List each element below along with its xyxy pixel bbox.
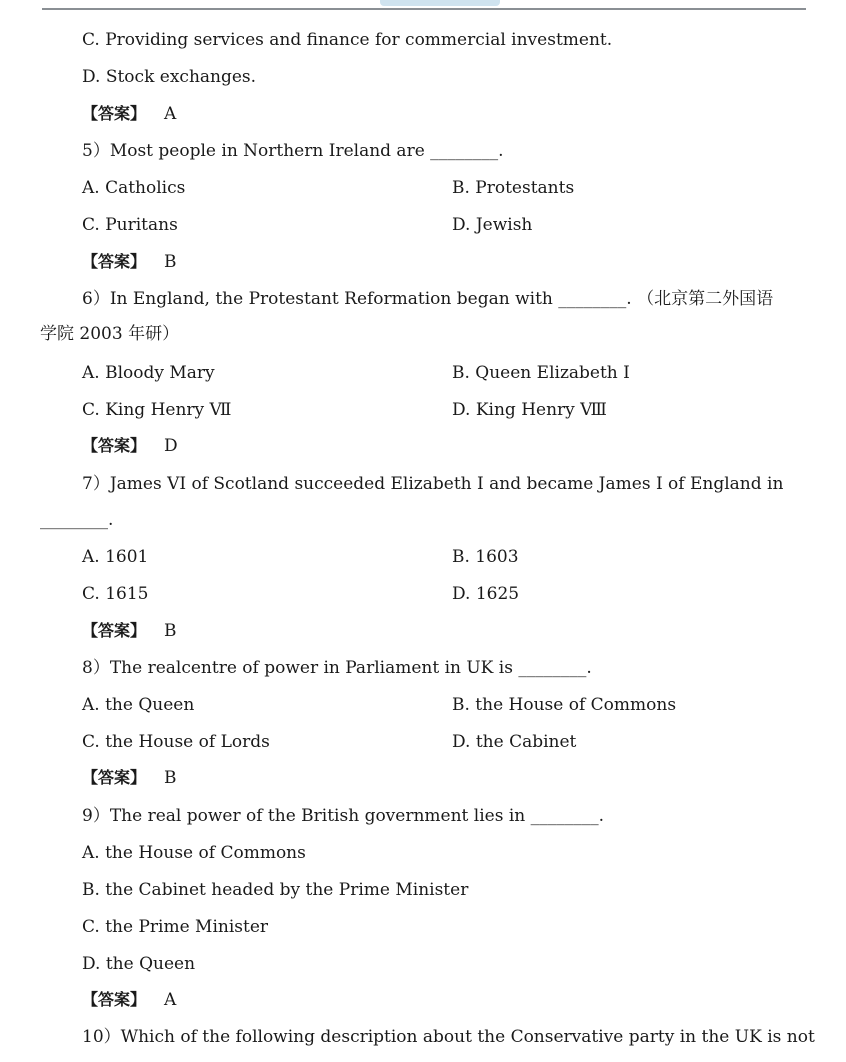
- question-8: 8）The realcentre of power in Parliament in UK is ________.: [82, 658, 592, 678]
- q5-option-d: D. Jewish: [452, 215, 533, 235]
- q6-option-b: B. Queen Elizabeth Ⅰ: [452, 363, 630, 383]
- answer-value: A: [164, 104, 177, 124]
- answer-value: B: [164, 621, 177, 641]
- q5-option-c: C. Puritans: [82, 215, 178, 235]
- answer-value: B: [164, 252, 177, 272]
- answer-label: 【答案】: [82, 104, 147, 123]
- q7-option-b: B. 1603: [452, 547, 519, 567]
- q7-option-d: D. 1625: [452, 584, 520, 604]
- q7-option-a: A. 1601: [82, 547, 149, 567]
- answer-value: A: [164, 990, 177, 1010]
- question-7-line1: 7）James VI of Scotland succeeded Elizabeth I and became James I of England in: [82, 474, 784, 494]
- q9-option-d: D. the Queen: [82, 954, 196, 974]
- question-10-line1: 10）Which of the following description about the Conservative party in the UK is not: [82, 1027, 815, 1047]
- question-6-line2: 学院 2003 年研）: [40, 324, 180, 344]
- q9-option-c: C. the Prime Minister: [82, 917, 269, 937]
- question-7-line2: ________.: [40, 510, 114, 530]
- answer-6: [82, 434, 178, 458]
- answer-value: B: [164, 768, 177, 788]
- answer-label: 【答案】: [82, 436, 147, 455]
- q8-option-c: C. the House of Lords: [82, 732, 270, 752]
- answer-label: 【答案】: [82, 768, 147, 787]
- question-5: 5）Most people in Northern Ireland are ________.: [82, 141, 504, 161]
- q6-option-c: C. King Henry Ⅶ: [82, 400, 232, 420]
- top-accent-tab: [380, 0, 500, 6]
- answer-7: [82, 619, 177, 643]
- q9-option-b: B. the Cabinet headed by the Prime Minister: [82, 880, 469, 900]
- q7-option-c: C. 1615: [82, 584, 149, 604]
- q8-option-a: A. the Queen: [82, 695, 195, 715]
- answer-label: 【答案】: [82, 990, 147, 1009]
- answer-9: [82, 988, 176, 1012]
- q6-option-a: A. Bloody Mary: [82, 363, 215, 383]
- answer-label: 【答案】: [82, 252, 147, 271]
- option-c-prev: C. Providing services and finance for commercial investment.: [82, 30, 613, 50]
- question-9: 9）The real power of the British government lies in ________.: [82, 806, 605, 826]
- answer-5: [82, 250, 177, 274]
- answer-label: 【答案】: [82, 621, 147, 640]
- question-6-line1: 6）In England, the Protestant Reformation began with ________. （北京第二外国语: [82, 289, 774, 309]
- q5-option-b: B. Protestants: [452, 178, 575, 198]
- answer-4: [82, 102, 176, 126]
- q9-option-a: A. the House of Commons: [82, 843, 306, 863]
- answer-value: D: [164, 436, 178, 456]
- answer-8: [82, 766, 177, 790]
- top-rule: [42, 8, 806, 10]
- option-d-prev: D. Stock exchanges.: [82, 67, 257, 87]
- q8-option-b: B. the House of Commons: [452, 695, 677, 715]
- q5-option-a: A. Catholics: [82, 178, 186, 198]
- q8-option-d: D. the Cabinet: [452, 732, 577, 752]
- q6-option-d: D. King Henry Ⅷ: [452, 400, 607, 420]
